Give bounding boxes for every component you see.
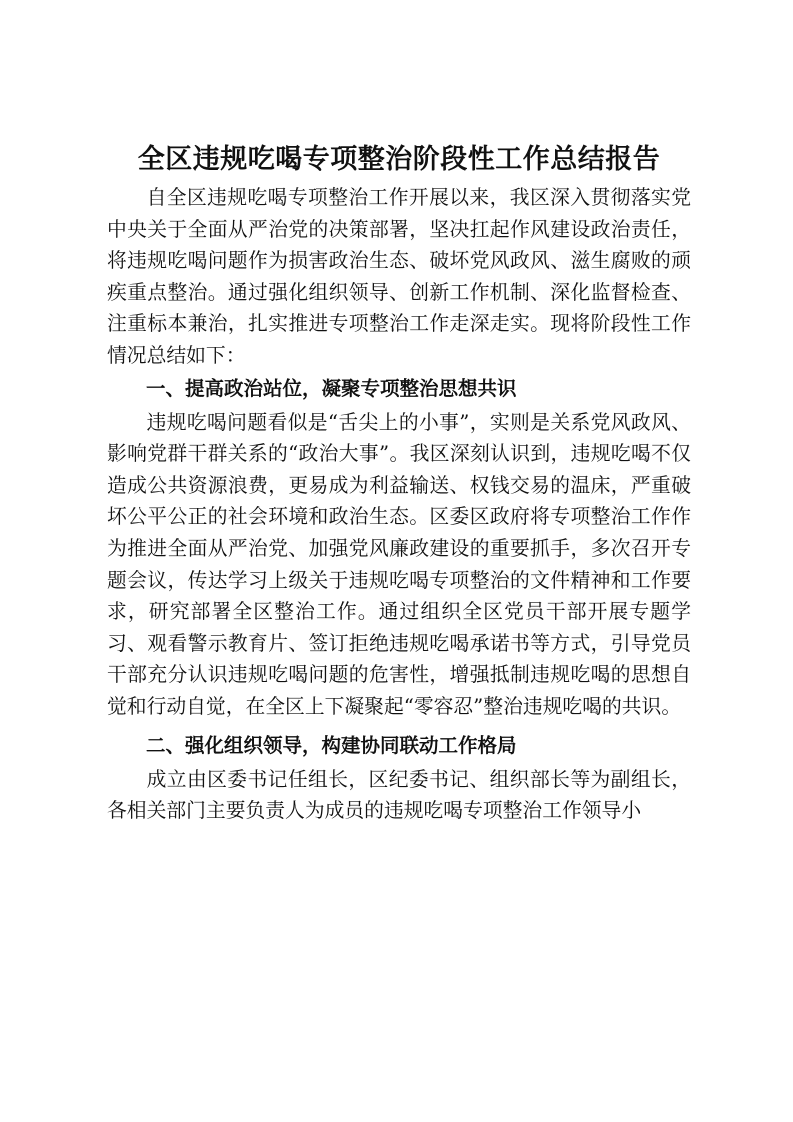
document-title: 全区违规吃喝专项整治阶段性工作总结报告: [137, 144, 661, 175]
section-2-heading: 二、强化组织领导，构建协同联动工作格局: [146, 733, 517, 757]
intro-paragraph: 自全区违规吃喝专项整治工作开展以来，我区深入贯彻落实党中央关于全面从严治党的决策部署，坚决扛起作风建设政治责任，将违规吃喝问题作为损害政治生态、破坏党风政风、滋生腐败的顽疾重点整治。通过强化组织领导、创新工作机制、深化监督检查、注重标本兼治，扎实推进专项整治工作走深走实。现将阶段性工作情况总结如下：: [107, 186, 691, 367]
section-2-body: 成立由区委书记任组长，区纪委书记、组织部长等为副组长，各相关部门主要负责人为成员的违规吃喝专项整治工作领导小: [107, 767, 691, 823]
document-page: [107, 138, 691, 1098]
section-1-body: 违规吃喝问题看似是“舌尖上的小事”，实则是关系党风政风、影响党群干群关系的“政治大事”。我区深刻认识到，违规吃喝不仅造成公共资源浪费，更易成为利益输送、权钱交易的温床，严重破坏公平公正的社会环境和政治生态。区委区政府将专项整治工作作为推进全面从严治党、加强党风廉政建设的重要抓手，多次召开专题会议，传达学习上级关于违规吃喝专项整治的文件精神和工作要求，研究部署全区整治工作。通过组织全区党员干部开展专题学习、观看警示教育片、签订拒绝违规吃喝承诺书等方式，引导党员干部充分认识违规吃喝问题的危害性，增强抵制违规吃喝的思想自觉和行动自觉，在全区上下凝聚起“零容忍”整治违规吃喝的共识。: [107, 410, 691, 718]
section-1-heading: 一、提高政治站位，凝聚专项整治思想共识: [146, 376, 517, 400]
